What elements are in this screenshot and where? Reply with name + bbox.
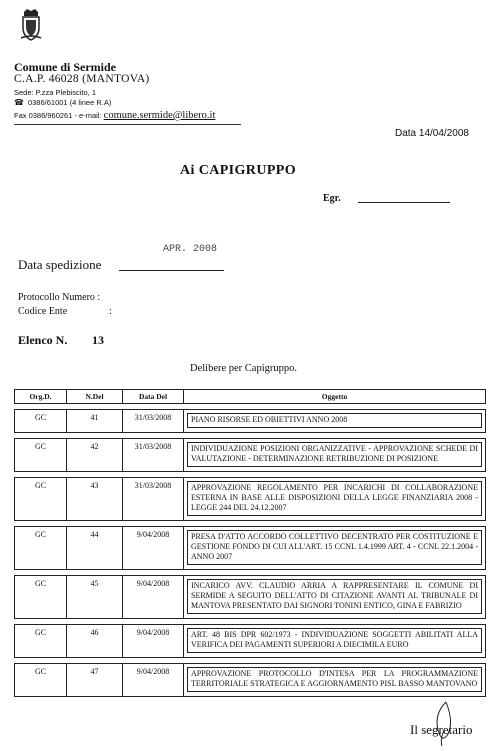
oggetto-cell [184,576,486,619]
date-cell: 9/04/2008 [123,664,184,697]
table-row [15,439,486,472]
date-cell: 9/04/2008 [123,625,184,658]
date-cell: 9/04/2008 [123,576,184,619]
phone-icon: ☎ [14,98,24,107]
comune-name: Comune di Sermide [14,60,116,74]
municipal-crest-icon [20,8,42,42]
oggetto-cell [184,478,486,521]
elenco-row [18,333,104,348]
column-header: Data Del [123,390,184,404]
fax-email-line [14,110,215,121]
date-cell: 9/04/2008 [123,527,184,570]
table-row [15,527,486,570]
codice-ente-colon: : [109,306,112,317]
spedizione-blank-line [119,270,224,271]
oggetto-cell [184,625,486,658]
oggetto-cell [184,410,486,433]
elenco-label: Elenco N. [18,333,68,347]
date-cell: 31/03/2008 [123,478,184,521]
org-cell: GC [15,478,67,521]
oggetto-cell [184,527,486,570]
table-row [15,625,486,658]
oggetto-cell [184,664,486,697]
date-cell: 31/03/2008 [123,410,184,433]
phone-line [14,98,111,107]
postal-code-line: C.A.P. 46028 (MANTOVA) [14,73,150,85]
oggetto-text: PIANO RISORSE ED OBIETTIVI ANNO 2008 [187,413,482,428]
protocollo-label: Protocollo Numero : [18,292,101,303]
table-header-row [15,390,486,404]
oggetto-cell [184,439,486,472]
org-cell: GC [15,625,67,658]
column-header: Org.D. [15,390,67,404]
egr-label: Egr. [323,193,341,204]
ndel-cell: 42 [67,439,123,472]
table-row [15,576,486,619]
fax-number: Fax 0386/960261 - e-mail: [14,111,102,120]
ndel-cell: 45 [67,576,123,619]
org-cell: GC [15,664,67,697]
phone-number: 0386/61001 (4 linee R.A) [27,98,112,107]
ndel-cell: 46 [67,625,123,658]
codice-ente-label: Codice Ente [18,306,68,317]
address-line: Sede: P.zza Plebiscito, 1 [14,88,96,97]
spedizione-label: Data spedizione [18,257,102,272]
table-row [15,410,486,433]
page-title: Ai CAPIGRUPPO [180,163,297,178]
elenco-number: 13 [92,333,104,347]
ndel-cell: 44 [67,527,123,570]
table-body [15,404,486,697]
oggetto-text: INCARICO AVV. CLAUDIO ARRIA A RAPPRESENTARE IL COMUNE DI SERMIDE A SEGUITO DELL'ATTO DI CITAZIONE AVANTI AL TRIBUNALE DI MANTOVA PRESENTATO DAI SIGNORI TONINI ENTICO, GINA E FABRIZIO [187,579,482,614]
email-link[interactable]: comune.sermide@libero.it [103,110,216,121]
document-date: Data 14/04/2008 [395,128,469,139]
table-row [15,664,486,697]
oggetto-text: APPROVAZIONE PROTOCOLLO D'INTESA PER LA PROGRAMMAZIONE TERRITORIALE STRATEGICA E AGGIORNAMENTO PISL BASSO MANTOVANO [187,667,482,692]
header-divider [14,124,241,125]
date-cell: 31/03/2008 [123,439,184,472]
egr-blank-line [358,202,450,203]
subtitle: Delibere per Capigruppo. [190,363,298,374]
signature-label: Il segretario [410,722,473,737]
oggetto-text: INDIVIDUAZIONE POSIZIONI ORGANIZZATIVE - APPROVAZIONE SCHEDE DI VALUTAZIONE - DETERMINAZIONE RETRIBUZIONE DI POSIZIONE [187,442,482,467]
oggetto-text: PRESA D'ATTO ACCORDO COLLETTIVO DECENTRATO PER COSTITUZIONE E GESTIONE FONDO DI CUI ALL'ART. 15 CCNL 1.4.1999 ART. 4 - CCNL 22.1.2004 - ANNO 2007 [187,530,482,565]
codice-ente-row [18,306,112,317]
ndel-cell: 47 [67,664,123,697]
oggetto-text: APPROVAZIONE REGOLAMENTO PER INCARICHI DI COLLABORAZIONE ESTERNA IN BASE ALLE DISPOSIZIONI DELLA LEGGE FINANZIARIA 2008 - LEGGE 244 DEL 24.12.2007 [187,481,482,516]
org-cell: GC [15,576,67,619]
org-cell: GC [15,410,67,433]
org-cell: GC [15,527,67,570]
date-stamp: APR. 2008 [163,244,218,255]
delibere-table [14,389,486,697]
ndel-cell: 43 [67,478,123,521]
column-header: N.Del [67,390,123,404]
oggetto-text: ART. 48 BIS DPR 602/1973 - INDIVIDUAZIONE SOGGETTI ABILITATI ALLA VERIFICA DEI PAGAMENTI SUPERIORI A DIECIMILA EURO [187,628,482,653]
org-cell: GC [15,439,67,472]
ndel-cell: 41 [67,410,123,433]
column-header: Oggetto [184,390,486,404]
table-row [15,478,486,521]
